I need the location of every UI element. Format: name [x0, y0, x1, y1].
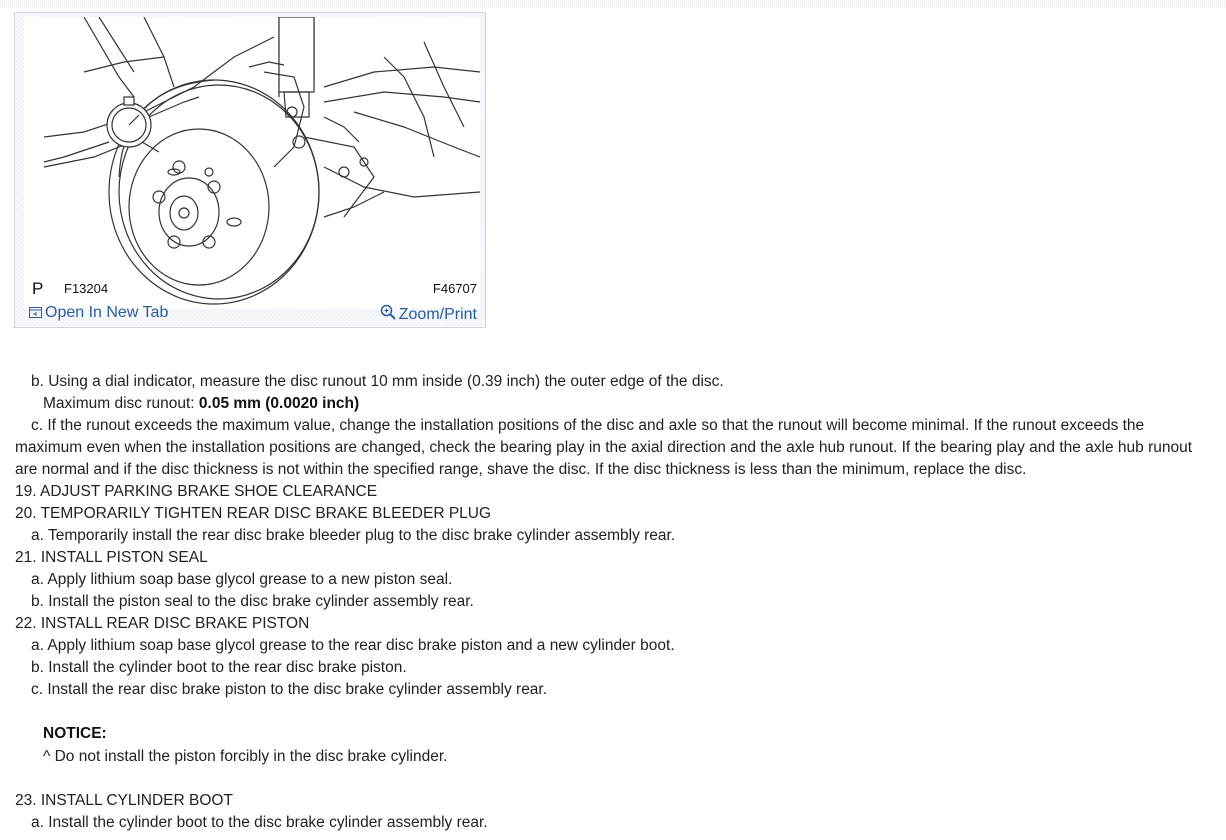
top-divider-strip: [0, 0, 1226, 8]
step-21a-text: a. Apply lithium soap base glycol grease to a new piston seal.: [31, 571, 453, 588]
open-in-new-tab-link[interactable]: [29, 304, 168, 323]
max-runout-spec: [43, 393, 359, 415]
figure-panel: [14, 12, 486, 328]
heading-step-22: 22. INSTALL REAR DISC BRAKE PISTON: [15, 615, 310, 632]
step-20a-text: a. Temporarily install the rear disc brake bleeder plug to the disc brake cylinder assembly rear.: [31, 527, 676, 544]
brake-disc-illustration: [24, 17, 480, 309]
disc-runout-drawing: [24, 17, 480, 309]
step-c-line-3: are normal and if the disc thickness is not within the specified range, shave the disc. If the disc thickness is less than the minimum, replace the disc.: [15, 461, 1027, 478]
zoom-print-link[interactable]: [380, 304, 477, 325]
step-23a-text: a. Install the cylinder boot to the disc brake cylinder assembly rear.: [31, 814, 488, 831]
notice-title: [43, 723, 107, 745]
figure-code-right: F46707: [432, 281, 477, 296]
open-tab-icon: [29, 305, 42, 323]
max-runout-label: Maximum disc runout:: [43, 395, 199, 412]
notice-item: ^ Do not install the piston forcibly in the disc brake cylinder.: [43, 748, 448, 765]
magnifier-icon: [380, 304, 396, 325]
heading-step-20: 20. TEMPORARILY TIGHTEN REAR DISC BRAKE BLEEDER PLUG: [15, 505, 492, 522]
step-22a-text: a. Apply lithium soap base glycol grease to the rear disc brake piston and a new cylinder boot.: [31, 637, 675, 654]
figure-code-left: F13204: [64, 281, 109, 296]
zoom-print-label: Zoom/Print: [398, 306, 477, 323]
step-b-text: b. Using a dial indicator, measure the disc runout 10 mm inside (0.39 inch) the outer edge of the disc.: [31, 373, 724, 390]
step-22c-text: c. Install the rear disc brake piston to the disc brake cylinder assembly rear.: [31, 681, 548, 698]
step-21b-text: b. Install the piston seal to the disc brake cylinder assembly rear.: [31, 593, 474, 610]
heading-step-19: 19. ADJUST PARKING BRAKE SHOE CLEARANCE: [15, 483, 378, 500]
step-c-line-1: c. If the runout exceeds the maximum value, change the installation positions of the disc and axle so that the runout will become minimal. If the runout exceeds the: [31, 417, 1145, 434]
step-22b-text: b. Install the cylinder boot to the rear disc brake piston.: [31, 659, 407, 676]
heading-step-21: 21. INSTALL PISTON SEAL: [15, 549, 208, 566]
notice-title-text: NOTICE:: [43, 725, 107, 742]
max-runout-value: 0.05 mm (0.0020 inch): [198, 395, 360, 412]
figure-p-label: P: [32, 279, 44, 298]
open-in-new-tab-label: Open In New Tab: [45, 304, 169, 321]
step-c-line-2: maximum even when the installation positions are changed, check the bearing play in the axial direction and the axle hub runout. If the bearing play and the axle hub runout: [15, 439, 1193, 456]
heading-step-23: 23. INSTALL CYLINDER BOOT: [15, 792, 233, 809]
